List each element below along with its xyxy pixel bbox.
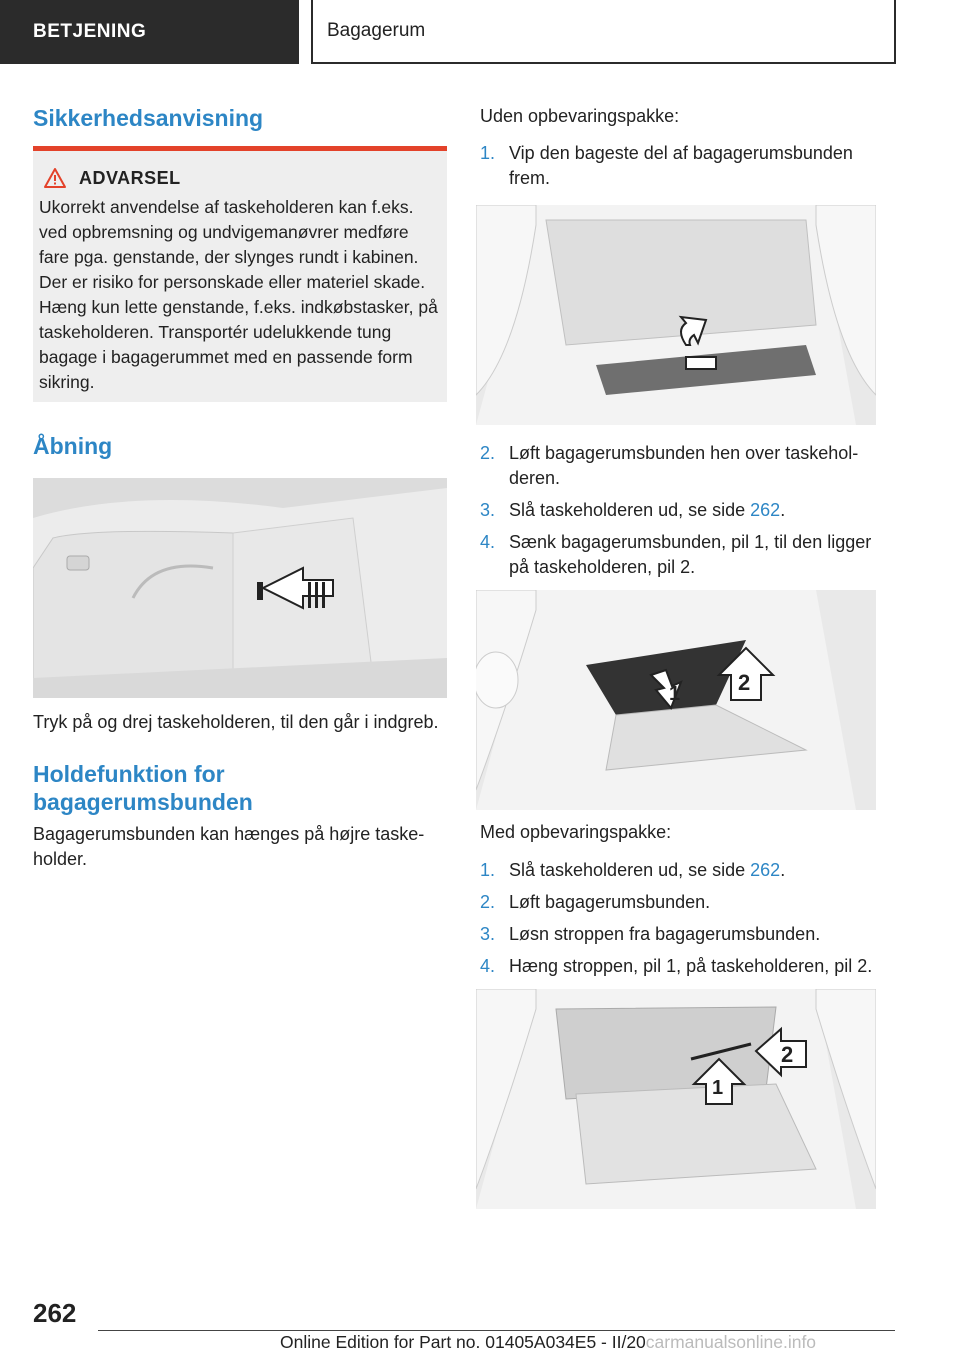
step-number: 1. xyxy=(480,860,496,880)
with-pack-label: Med opbevaringspakke: xyxy=(480,822,672,842)
trunk-strap-illustration xyxy=(476,989,876,1209)
list-item xyxy=(480,890,895,915)
figure-lower-floor xyxy=(476,590,876,810)
left-column xyxy=(33,100,447,872)
steps-without-b xyxy=(480,441,895,580)
steps-without-a xyxy=(480,141,895,191)
footer-divider xyxy=(98,1330,895,1331)
steps-with-pack xyxy=(480,858,895,979)
figure-opening xyxy=(33,478,447,698)
step-text: Slå taskeholderen ud, se side xyxy=(509,500,751,520)
page-link[interactable]: 262 xyxy=(750,860,781,880)
opening-text: Tryk på og drej taskeholderen, til den går i indgreb. xyxy=(33,712,439,732)
step-text: Sænk bagagerumsbunden, pil 1, til den ligger på taskeholderen, pil 2. xyxy=(509,532,872,577)
right-column xyxy=(480,100,895,1209)
heading-hold-function: Holdefunktion for bagagerumsbunden xyxy=(33,761,253,815)
arrow-label-2: 2 xyxy=(738,670,751,695)
step-number: 4. xyxy=(480,532,496,552)
warning-triangle-icon xyxy=(43,167,67,189)
list-item xyxy=(480,954,895,979)
heading-opening: Åbning xyxy=(33,433,113,459)
step-text: Løft bagagerumsbunden. xyxy=(509,892,711,912)
trunk-lower-floor-illustration xyxy=(476,590,876,810)
step-text: Slå taskeholderen ud, se side xyxy=(509,860,751,880)
heading-safety: Sikkerhedsanvisning xyxy=(33,105,264,131)
trunk-side-illustration xyxy=(33,478,447,698)
step-text: Hæng stroppen, pil 1, på taskeholderen, pil 2. xyxy=(509,956,873,976)
step-number: 3. xyxy=(480,500,496,520)
step-number: 4. xyxy=(480,956,496,976)
section-tab xyxy=(0,0,299,64)
step-number: 2. xyxy=(480,892,496,912)
step-number: 1. xyxy=(480,143,496,163)
footer-edition xyxy=(280,1332,960,1353)
watermark-text: carmanualsonline.info xyxy=(645,1332,817,1352)
list-item xyxy=(480,498,895,523)
hold-text: Bagagerumsbunden kan hænges på højre taskeholder. xyxy=(33,824,425,869)
warning-label: ADVARSEL xyxy=(79,167,181,188)
figure-hang-strap xyxy=(476,989,876,1209)
list-item xyxy=(480,141,895,191)
page-number: 262 xyxy=(33,1298,77,1328)
list-item xyxy=(480,441,895,491)
step-text: Løft bagagerumsbunden hen over taskeholderen. xyxy=(509,443,859,488)
step-number: 3. xyxy=(480,924,496,944)
warning-box xyxy=(33,146,447,402)
page-title: Bagagerum xyxy=(327,20,426,41)
list-item xyxy=(480,858,895,883)
page-link[interactable]: 262 xyxy=(750,500,781,520)
without-pack-label: Uden opbevaringspakke: xyxy=(480,106,680,126)
step-number: 2. xyxy=(480,443,496,463)
warning-text: Ukorrekt anvendelse af taskeholderen kan f.eks. ved opbremsning og undvigemanøvrer medføre fare pga. genstande, der slynges rundt i kabinen. Der er risiko for personskade eller materiel skade. Hæng kun lette genstande, f.eks. indkøbstasker, på taskeholderen. Transportér udelukkende tung bagage i bagagerummet med en passende form sikring. xyxy=(39,197,438,392)
list-item xyxy=(480,530,895,580)
step-text: Vip den bageste del af bagagerumsbunden frem. xyxy=(509,143,853,188)
step-text-after: . xyxy=(780,860,786,880)
step-text: Løsn stroppen fra bagagerumsbunden. xyxy=(509,924,821,944)
page-header xyxy=(311,0,896,64)
arrow-label-1: 1 xyxy=(669,683,681,705)
list-item xyxy=(480,922,895,947)
step-text-after: . xyxy=(780,500,786,520)
warning-header xyxy=(43,167,441,189)
section-label: BETJENING xyxy=(33,21,147,42)
arrow-label-1: 1 xyxy=(712,1077,724,1099)
figure-lift-floor xyxy=(476,205,876,425)
edition-text: Online Edition for Part no. 01405A034E5 - II/20 xyxy=(280,1332,646,1352)
trunk-floor-illustration xyxy=(476,205,876,425)
arrow-label-2: 2 xyxy=(781,1042,794,1067)
